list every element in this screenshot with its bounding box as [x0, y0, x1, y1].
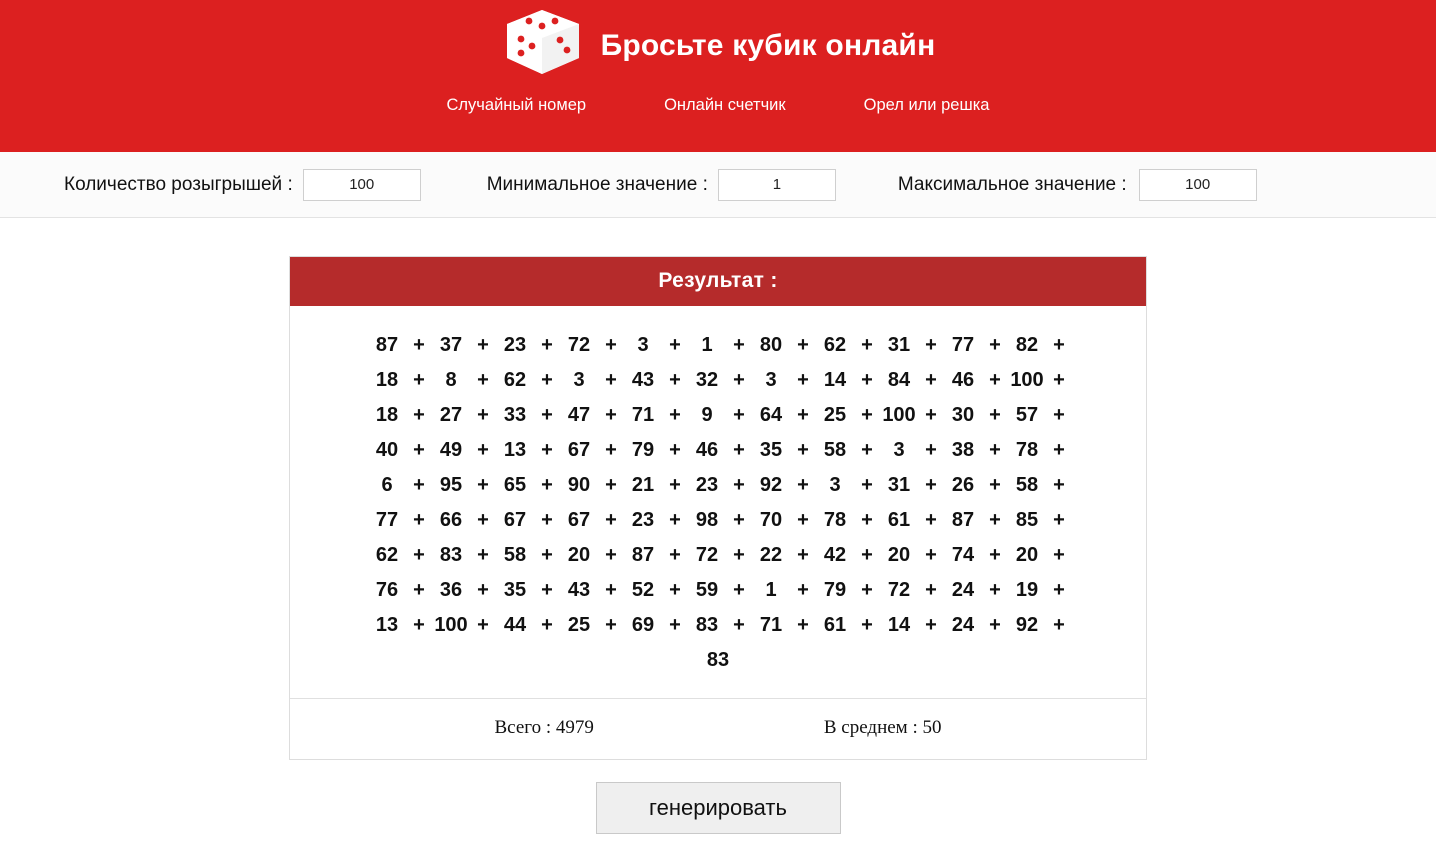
plus-separator: +: [669, 544, 681, 566]
plus-separator: +: [1053, 474, 1065, 496]
result-number: 46: [695, 439, 719, 461]
plus-separator: +: [861, 544, 873, 566]
result-number: 23: [631, 509, 655, 531]
result-number: 77: [951, 334, 975, 356]
nav-link-online-counter[interactable]: Онлайн счетчик: [664, 96, 786, 114]
result-number: 59: [695, 579, 719, 601]
result-number: 74: [951, 544, 975, 566]
result-number: 100: [434, 614, 468, 636]
result-number: 77: [375, 509, 399, 531]
result-number: 100: [882, 404, 916, 426]
plus-separator: +: [797, 579, 809, 601]
result-number: 67: [503, 509, 527, 531]
plus-separator: +: [925, 474, 937, 496]
result-number: 65: [503, 474, 527, 496]
result-summary: [290, 698, 1146, 759]
result-number: 85: [1015, 509, 1039, 531]
plus-separator: +: [669, 404, 681, 426]
result-number: 27: [439, 404, 463, 426]
result-number: 87: [951, 509, 975, 531]
result-number: 42: [823, 544, 847, 566]
average-label: В среднем :: [823, 717, 918, 738]
result-number: 83: [439, 544, 463, 566]
result-number: 31: [887, 474, 911, 496]
result-number: 83: [706, 649, 730, 671]
plus-separator: +: [861, 404, 873, 426]
plus-separator: +: [925, 404, 937, 426]
result-number: 79: [631, 439, 655, 461]
total-value: 4979: [555, 717, 594, 738]
result-number: 58: [1015, 474, 1039, 496]
result-number: 14: [823, 369, 847, 391]
result-title: Результат :: [290, 257, 1146, 306]
controls-bar: [0, 152, 1436, 218]
result-number: 61: [823, 614, 847, 636]
result-number: 33: [503, 404, 527, 426]
plus-separator: +: [733, 614, 745, 636]
plus-separator: +: [733, 334, 745, 356]
plus-separator: +: [477, 474, 489, 496]
result-number: 8: [445, 369, 457, 391]
plus-separator: +: [989, 404, 1001, 426]
result-number: 87: [631, 544, 655, 566]
plus-separator: +: [1053, 404, 1065, 426]
plus-separator: +: [413, 614, 425, 636]
plus-separator: +: [541, 334, 553, 356]
result-number: 13: [503, 439, 527, 461]
plus-separator: +: [925, 334, 937, 356]
result-number: 3: [573, 369, 585, 391]
result-number: 23: [503, 334, 527, 356]
result-number: 67: [567, 439, 591, 461]
plus-separator: +: [605, 404, 617, 426]
site-header: [0, 0, 1436, 152]
plus-separator: +: [797, 509, 809, 531]
nav-link-coin-flip[interactable]: Орел или решка: [863, 96, 990, 114]
average-summary: [824, 717, 942, 739]
result-number: 13: [375, 614, 399, 636]
result-number: 30: [951, 404, 975, 426]
plus-separator: +: [477, 404, 489, 426]
result-number: 64: [759, 404, 783, 426]
result-number: 58: [823, 439, 847, 461]
result-card: [289, 256, 1147, 760]
result-number: 58: [503, 544, 527, 566]
result-number: 37: [439, 334, 463, 356]
result-number: 67: [567, 509, 591, 531]
plus-separator: +: [541, 439, 553, 461]
plus-separator: +: [1053, 544, 1065, 566]
plus-separator: +: [797, 334, 809, 356]
plus-separator: +: [541, 369, 553, 391]
result-number: 76: [375, 579, 399, 601]
result-number: 72: [567, 334, 591, 356]
plus-separator: +: [669, 474, 681, 496]
draw-count-group: [64, 169, 421, 201]
result-number: 38: [951, 439, 975, 461]
plus-separator: +: [1053, 334, 1065, 356]
plus-separator: +: [541, 544, 553, 566]
plus-separator: +: [861, 509, 873, 531]
plus-separator: +: [989, 509, 1001, 531]
plus-separator: +: [925, 579, 937, 601]
result-number: 61: [887, 509, 911, 531]
plus-separator: +: [477, 579, 489, 601]
plus-separator: +: [733, 579, 745, 601]
result-number: 19: [1015, 579, 1039, 601]
plus-separator: +: [605, 334, 617, 356]
plus-separator: +: [413, 369, 425, 391]
plus-separator: +: [669, 334, 681, 356]
result-number: 20: [567, 544, 591, 566]
plus-separator: +: [797, 614, 809, 636]
result-number: 100: [1010, 369, 1044, 391]
result-number: 92: [1015, 614, 1039, 636]
plus-separator: +: [925, 509, 937, 531]
plus-separator: +: [989, 439, 1001, 461]
result-number: 31: [887, 334, 911, 356]
plus-separator: +: [605, 369, 617, 391]
result-number: 20: [1015, 544, 1039, 566]
result-number: 69: [631, 614, 655, 636]
draw-count-label: Количество розыгрышей :: [64, 173, 293, 195]
result-number: 3: [765, 369, 777, 391]
result-number: 57: [1015, 404, 1039, 426]
plus-separator: +: [541, 614, 553, 636]
plus-separator: +: [669, 614, 681, 636]
plus-separator: +: [669, 509, 681, 531]
generate-button[interactable]: генерировать: [596, 782, 841, 834]
result-number: 21: [631, 474, 655, 496]
min-value-input[interactable]: [718, 169, 836, 201]
result-number: 25: [823, 404, 847, 426]
max-value-input[interactable]: [1139, 169, 1257, 201]
plus-separator: +: [477, 439, 489, 461]
plus-separator: +: [541, 579, 553, 601]
plus-separator: +: [797, 404, 809, 426]
result-body: [290, 306, 1146, 698]
main-nav: [0, 96, 1436, 115]
plus-separator: +: [477, 334, 489, 356]
plus-separator: +: [733, 404, 745, 426]
result-number: 87: [375, 334, 399, 356]
result-number: 26: [951, 474, 975, 496]
result-number: 36: [439, 579, 463, 601]
plus-separator: +: [605, 544, 617, 566]
result-number: 32: [695, 369, 719, 391]
result-number: 78: [823, 509, 847, 531]
plus-separator: +: [989, 614, 1001, 636]
result-number: 62: [503, 369, 527, 391]
result-number: 92: [759, 474, 783, 496]
result-number: 66: [439, 509, 463, 531]
plus-separator: +: [925, 369, 937, 391]
result-number: 49: [439, 439, 463, 461]
plus-separator: +: [861, 334, 873, 356]
plus-separator: +: [989, 544, 1001, 566]
result-number: 44: [503, 614, 527, 636]
result-number: 80: [759, 334, 783, 356]
result-number: 3: [637, 334, 649, 356]
plus-separator: +: [861, 474, 873, 496]
plus-separator: +: [925, 614, 937, 636]
plus-separator: +: [1053, 439, 1065, 461]
plus-separator: +: [605, 579, 617, 601]
result-number: 78: [1015, 439, 1039, 461]
result-number: 43: [567, 579, 591, 601]
plus-separator: +: [797, 369, 809, 391]
result-number: 24: [951, 614, 975, 636]
plus-separator: +: [733, 509, 745, 531]
plus-separator: +: [413, 579, 425, 601]
result-number: 90: [567, 474, 591, 496]
result-number: 40: [375, 439, 399, 461]
plus-separator: +: [797, 439, 809, 461]
max-value-group: [898, 169, 1257, 201]
result-number: 6: [381, 474, 393, 496]
plus-separator: +: [413, 404, 425, 426]
plus-separator: +: [733, 544, 745, 566]
brand-row: [0, 0, 1436, 84]
plus-separator: +: [861, 614, 873, 636]
plus-separator: +: [413, 439, 425, 461]
result-number: 82: [1015, 334, 1039, 356]
total-label: Всего :: [494, 717, 552, 738]
result-number: 20: [887, 544, 911, 566]
plus-separator: +: [413, 509, 425, 531]
result-number: 14: [887, 614, 911, 636]
result-number: 24: [951, 579, 975, 601]
plus-separator: +: [477, 369, 489, 391]
plus-separator: +: [413, 544, 425, 566]
plus-separator: +: [797, 474, 809, 496]
result-number: 72: [887, 579, 911, 601]
result-number: 70: [759, 509, 783, 531]
plus-separator: +: [605, 474, 617, 496]
plus-separator: +: [477, 509, 489, 531]
result-number: 62: [375, 544, 399, 566]
result-number: 18: [375, 369, 399, 391]
result-number: 71: [631, 404, 655, 426]
result-number: 46: [951, 369, 975, 391]
result-number: 98: [695, 509, 719, 531]
plus-separator: +: [413, 334, 425, 356]
max-value-label: Максимальное значение :: [897, 173, 1127, 195]
plus-separator: +: [861, 369, 873, 391]
min-value-group: [487, 169, 836, 201]
result-number: 62: [823, 334, 847, 356]
plus-separator: +: [605, 614, 617, 636]
result-number: 18: [375, 404, 399, 426]
result-number: 1: [765, 579, 777, 601]
plus-separator: +: [733, 369, 745, 391]
plus-separator: +: [989, 579, 1001, 601]
plus-separator: +: [541, 474, 553, 496]
plus-separator: +: [989, 334, 1001, 356]
average-value: 50: [922, 717, 942, 738]
result-number: 25: [567, 614, 591, 636]
plus-separator: +: [413, 474, 425, 496]
result-number: 71: [759, 614, 783, 636]
result-numbers: [350, 328, 1086, 678]
plus-separator: +: [925, 544, 937, 566]
dice-icon: [501, 8, 583, 84]
plus-separator: +: [1053, 614, 1065, 636]
plus-separator: +: [541, 404, 553, 426]
draw-count-input[interactable]: [303, 169, 421, 201]
result-number: 43: [631, 369, 655, 391]
plus-separator: +: [733, 474, 745, 496]
result-number: 1: [701, 334, 713, 356]
result-section: [0, 218, 1436, 834]
min-value-label: Минимальное значение :: [486, 173, 708, 195]
plus-separator: +: [861, 439, 873, 461]
result-number: 3: [893, 439, 905, 461]
plus-separator: +: [1053, 369, 1065, 391]
plus-separator: +: [733, 439, 745, 461]
result-number: 72: [695, 544, 719, 566]
plus-separator: +: [797, 544, 809, 566]
plus-separator: +: [989, 369, 1001, 391]
plus-separator: +: [1053, 579, 1065, 601]
page-title: Бросьте кубик онлайн: [600, 29, 936, 62]
result-number: 47: [567, 404, 591, 426]
nav-link-random-number[interactable]: Случайный номер: [446, 96, 587, 114]
plus-separator: +: [861, 579, 873, 601]
result-number: 9: [701, 404, 713, 426]
result-number: 23: [695, 474, 719, 496]
plus-separator: +: [477, 544, 489, 566]
total-summary: [495, 717, 594, 739]
result-number: 35: [503, 579, 527, 601]
result-number: 22: [759, 544, 783, 566]
plus-separator: +: [669, 579, 681, 601]
plus-separator: +: [1053, 509, 1065, 531]
plus-separator: +: [605, 439, 617, 461]
plus-separator: +: [669, 439, 681, 461]
result-number: 79: [823, 579, 847, 601]
result-number: 3: [829, 474, 841, 496]
result-number: 35: [759, 439, 783, 461]
plus-separator: +: [477, 614, 489, 636]
plus-separator: +: [669, 369, 681, 391]
plus-separator: +: [925, 439, 937, 461]
result-number: 95: [439, 474, 463, 496]
result-number: 52: [631, 579, 655, 601]
result-number: 83: [695, 614, 719, 636]
result-number: 84: [887, 369, 911, 391]
plus-separator: +: [605, 509, 617, 531]
plus-separator: +: [541, 509, 553, 531]
plus-separator: +: [989, 474, 1001, 496]
